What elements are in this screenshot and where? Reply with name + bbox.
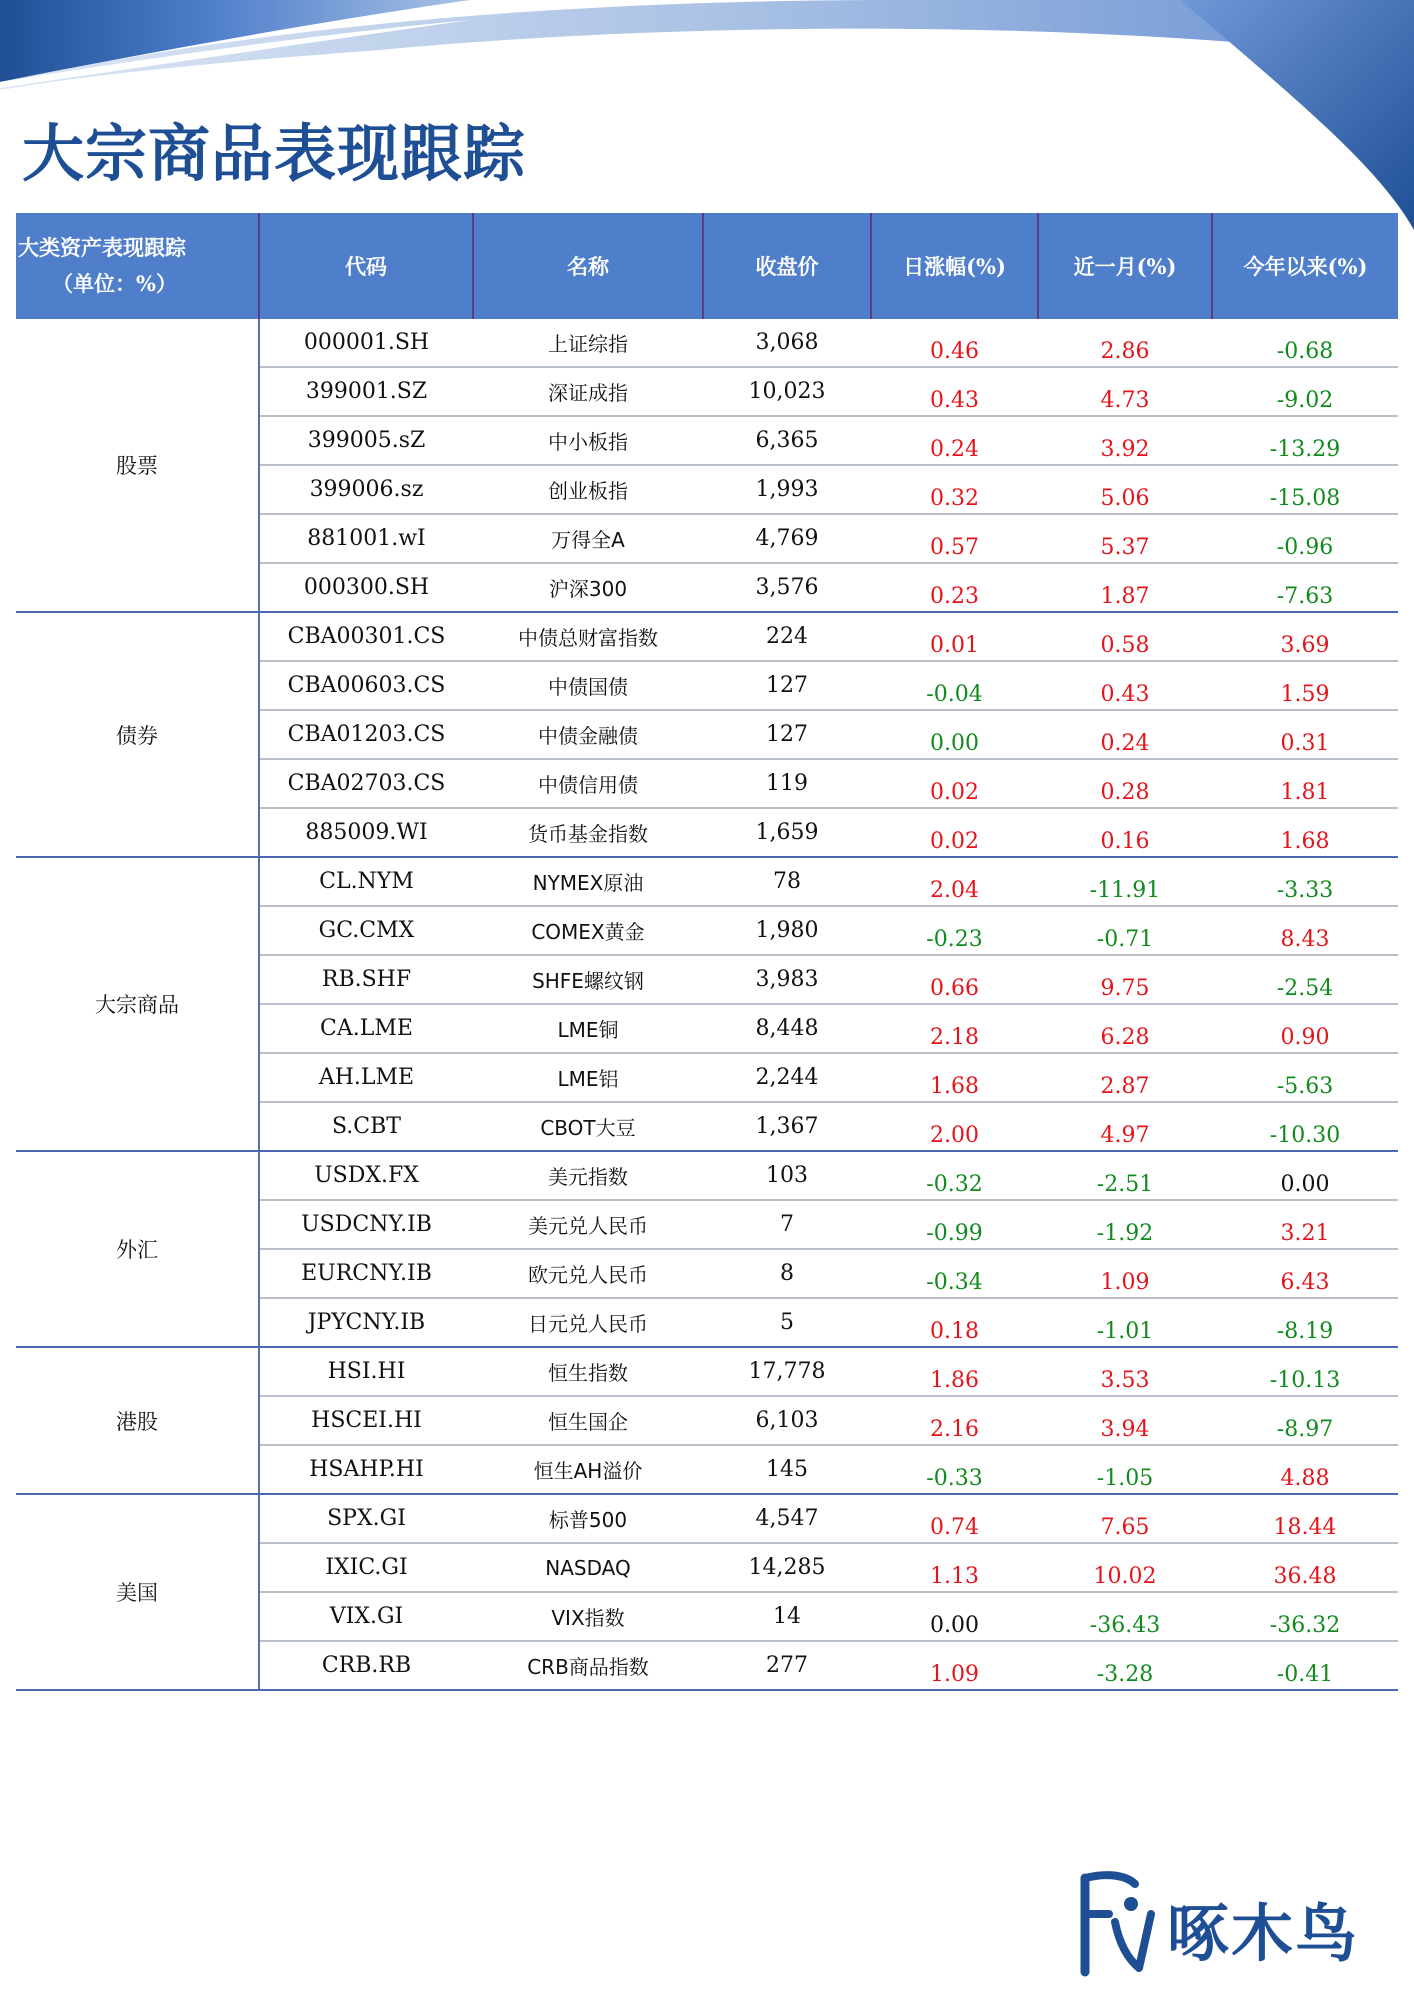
- close-cell: 6,365: [703, 416, 871, 465]
- header-name: 名称: [473, 213, 703, 319]
- name-cell: 恒生指数: [473, 1347, 703, 1396]
- ytd-change-value: -15.08: [1269, 486, 1341, 511]
- ytd-change-value: -10.30: [1269, 1123, 1341, 1148]
- ytd-change-value: 0.31: [1280, 731, 1330, 756]
- daily-change-value: -0.33: [926, 1466, 983, 1491]
- ytd-change-cell: [1212, 759, 1398, 808]
- close-cell: 127: [703, 710, 871, 759]
- month-change-cell: [1038, 906, 1212, 955]
- ytd-change-value: -3.33: [1276, 878, 1334, 903]
- ytd-change-value: -9.02: [1276, 388, 1334, 413]
- table-row: [16, 857, 1398, 906]
- close-cell: 78: [703, 857, 871, 906]
- ytd-change-value: 0.00: [1280, 1172, 1330, 1197]
- month-change-cell: [1038, 857, 1212, 906]
- category-cell: 外汇: [16, 1151, 259, 1347]
- daily-change-value: 0.66: [930, 976, 979, 1001]
- category-cell: 港股: [16, 1347, 259, 1494]
- month-change-cell: [1038, 1102, 1212, 1151]
- code-cell: USDCNY.IB: [259, 1200, 473, 1249]
- name-cell: 深证成指: [473, 367, 703, 416]
- code-cell: 000300.SH: [259, 563, 473, 612]
- daily-change-cell: [871, 1641, 1038, 1690]
- month-change-cell: [1038, 1298, 1212, 1347]
- close-cell: 6,103: [703, 1396, 871, 1445]
- name-cell: LME铝: [473, 1053, 703, 1102]
- daily-change-value: 2.00: [930, 1123, 979, 1148]
- page-title: 大宗商品表现跟踪: [22, 117, 527, 190]
- month-change-value: -11.91: [1089, 878, 1161, 903]
- ytd-change-cell: [1212, 857, 1398, 906]
- code-cell: 881001.wI: [259, 514, 473, 563]
- month-change-cell: [1038, 563, 1212, 612]
- code-cell: CBA00301.CS: [259, 612, 473, 661]
- daily-change-cell: [871, 1249, 1038, 1298]
- asset-performance-table-container: [16, 213, 1398, 1691]
- ytd-change-cell: [1212, 955, 1398, 1004]
- daily-change-cell: [871, 367, 1038, 416]
- close-cell: 224: [703, 612, 871, 661]
- table-body: [16, 319, 1398, 1690]
- month-change-value: -36.43: [1089, 1613, 1161, 1638]
- ytd-change-value: 18.44: [1273, 1515, 1337, 1540]
- code-cell: CBA00603.CS: [259, 661, 473, 710]
- daily-change-cell: [871, 465, 1038, 514]
- daily-change-value: -0.23: [926, 927, 983, 952]
- month-change-value: 0.28: [1100, 780, 1150, 805]
- daily-change-cell: [871, 1347, 1038, 1396]
- month-change-value: 9.75: [1100, 976, 1150, 1001]
- month-change-cell: [1038, 612, 1212, 661]
- daily-change-value: 0.00: [930, 731, 979, 756]
- month-change-value: 2.87: [1100, 1074, 1150, 1099]
- ytd-change-cell: [1212, 1200, 1398, 1249]
- daily-change-cell: [871, 1298, 1038, 1347]
- close-cell: 8: [703, 1249, 871, 1298]
- daily-change-value: 0.74: [930, 1515, 979, 1540]
- month-change-value: 4.97: [1100, 1123, 1150, 1148]
- ytd-change-cell: [1212, 416, 1398, 465]
- name-cell: 中债信用债: [473, 759, 703, 808]
- header-category-line2: （单位：%）: [52, 271, 177, 296]
- daily-change-value: 0.43: [930, 388, 979, 413]
- code-cell: CBA01203.CS: [259, 710, 473, 759]
- month-change-cell: [1038, 710, 1212, 759]
- ytd-change-cell: [1212, 1298, 1398, 1347]
- category-cell: 股票: [16, 319, 259, 612]
- name-cell: NASDAQ: [473, 1543, 703, 1592]
- category-cell: 债券: [16, 612, 259, 857]
- code-cell: GC.CMX: [259, 906, 473, 955]
- name-cell: 万得全A: [473, 514, 703, 563]
- name-cell: 货币基金指数: [473, 808, 703, 857]
- code-cell: IXIC.GI: [259, 1543, 473, 1592]
- daily-change-cell: [871, 1102, 1038, 1151]
- daily-change-value: -0.34: [926, 1270, 983, 1295]
- code-cell: CRB.RB: [259, 1641, 473, 1690]
- month-change-cell: [1038, 1347, 1212, 1396]
- daily-change-cell: [871, 759, 1038, 808]
- ytd-change-cell: [1212, 465, 1398, 514]
- month-change-cell: [1038, 319, 1212, 367]
- category-cell: 大宗商品: [16, 857, 259, 1151]
- table-header-row: [16, 213, 1398, 319]
- ytd-change-cell: [1212, 906, 1398, 955]
- ytd-change-cell: [1212, 1445, 1398, 1494]
- close-cell: 3,576: [703, 563, 871, 612]
- daily-change-cell: [871, 1445, 1038, 1494]
- name-cell: COMEX黄金: [473, 906, 703, 955]
- name-cell: 标普500: [473, 1494, 703, 1543]
- daily-change-value: 0.18: [930, 1319, 979, 1344]
- code-cell: USDX.FX: [259, 1151, 473, 1200]
- month-change-cell: [1038, 1494, 1212, 1543]
- daily-change-value: 0.32: [930, 486, 979, 511]
- month-change-value: 7.65: [1100, 1515, 1150, 1540]
- close-cell: 8,448: [703, 1004, 871, 1053]
- code-cell: 399005.sZ: [259, 416, 473, 465]
- month-change-cell: [1038, 465, 1212, 514]
- ytd-change-cell: [1212, 319, 1398, 367]
- month-change-value: -2.51: [1096, 1172, 1154, 1197]
- month-change-value: 3.92: [1100, 437, 1150, 462]
- ytd-change-value: -0.68: [1276, 339, 1334, 364]
- code-cell: HSI.HI: [259, 1347, 473, 1396]
- close-cell: 7: [703, 1200, 871, 1249]
- name-cell: 中债总财富指数: [473, 612, 703, 661]
- ytd-change-cell: [1212, 514, 1398, 563]
- month-change-value: -0.71: [1096, 927, 1154, 952]
- daily-change-value: -0.99: [926, 1221, 983, 1246]
- ytd-change-value: -0.96: [1276, 535, 1334, 560]
- month-change-value: -1.01: [1096, 1319, 1154, 1344]
- header-category-line1: 大类资产表现跟踪: [18, 235, 186, 260]
- close-cell: 127: [703, 661, 871, 710]
- ytd-change-cell: [1212, 1249, 1398, 1298]
- daily-change-cell: [871, 319, 1038, 367]
- ytd-change-cell: [1212, 710, 1398, 759]
- month-change-value: 0.24: [1100, 731, 1150, 756]
- daily-change-cell: [871, 1053, 1038, 1102]
- header-code: 代码: [259, 213, 473, 319]
- close-cell: 119: [703, 759, 871, 808]
- code-cell: S.CBT: [259, 1102, 473, 1151]
- ytd-change-value: 1.68: [1280, 829, 1330, 854]
- name-cell: CBOT大豆: [473, 1102, 703, 1151]
- ytd-change-cell: [1212, 1543, 1398, 1592]
- name-cell: 日元兑人民币: [473, 1298, 703, 1347]
- month-change-cell: [1038, 808, 1212, 857]
- daily-change-cell: [871, 808, 1038, 857]
- daily-change-value: 1.68: [930, 1074, 979, 1099]
- ytd-change-value: -10.13: [1269, 1368, 1341, 1393]
- month-change-value: 1.87: [1100, 584, 1150, 609]
- daily-change-cell: [871, 1004, 1038, 1053]
- code-cell: CBA02703.CS: [259, 759, 473, 808]
- category-cell: 美国: [16, 1494, 259, 1690]
- ytd-change-value: -8.19: [1276, 1319, 1334, 1344]
- daily-change-value: 2.18: [930, 1025, 979, 1050]
- month-change-cell: [1038, 1396, 1212, 1445]
- daily-change-value: -0.32: [926, 1172, 983, 1197]
- close-cell: 1,993: [703, 465, 871, 514]
- month-change-value: 0.16: [1100, 829, 1150, 854]
- ytd-change-cell: [1212, 612, 1398, 661]
- ytd-change-cell: [1212, 661, 1398, 710]
- name-cell: 中债国债: [473, 661, 703, 710]
- code-cell: CL.NYM: [259, 857, 473, 906]
- daily-change-cell: [871, 1200, 1038, 1249]
- month-change-cell: [1038, 514, 1212, 563]
- daily-change-cell: [871, 1543, 1038, 1592]
- ytd-change-cell: [1212, 1102, 1398, 1151]
- month-change-value: -3.28: [1096, 1662, 1154, 1687]
- header-daily: 日涨幅(%): [871, 213, 1038, 319]
- month-change-value: 0.43: [1100, 682, 1150, 707]
- daily-change-value: 0.24: [930, 437, 979, 462]
- close-cell: 5: [703, 1298, 871, 1347]
- month-change-value: 5.06: [1100, 486, 1150, 511]
- ytd-change-cell: [1212, 1004, 1398, 1053]
- month-change-value: 4.73: [1100, 388, 1150, 413]
- woodpecker-logo-icon: [1075, 1870, 1165, 1980]
- daily-change-cell: [871, 1151, 1038, 1200]
- close-cell: 4,769: [703, 514, 871, 563]
- asset-performance-table: [16, 213, 1398, 1691]
- month-change-cell: [1038, 1543, 1212, 1592]
- ytd-change-value: 4.88: [1280, 1466, 1330, 1491]
- month-change-value: 1.09: [1100, 1270, 1150, 1295]
- name-cell: 上证综指: [473, 319, 703, 367]
- daily-change-cell: [871, 1396, 1038, 1445]
- month-change-cell: [1038, 1641, 1212, 1690]
- ytd-change-cell: [1212, 563, 1398, 612]
- name-cell: 美元指数: [473, 1151, 703, 1200]
- ytd-change-value: -8.97: [1276, 1417, 1334, 1442]
- daily-change-value: 0.01: [930, 633, 979, 658]
- month-change-cell: [1038, 759, 1212, 808]
- name-cell: 创业板指: [473, 465, 703, 514]
- code-cell: RB.SHF: [259, 955, 473, 1004]
- code-cell: AH.LME: [259, 1053, 473, 1102]
- ytd-change-cell: [1212, 1396, 1398, 1445]
- close-cell: 277: [703, 1641, 871, 1690]
- table-row: [16, 1347, 1398, 1396]
- month-change-cell: [1038, 416, 1212, 465]
- month-change-cell: [1038, 1053, 1212, 1102]
- daily-change-cell: [871, 514, 1038, 563]
- ytd-change-cell: [1212, 808, 1398, 857]
- table-row: [16, 612, 1398, 661]
- daily-change-cell: [871, 857, 1038, 906]
- daily-change-cell: [871, 563, 1038, 612]
- ytd-change-value: 1.59: [1280, 682, 1330, 707]
- header-month: 近一月(%): [1038, 213, 1212, 319]
- close-cell: 3,068: [703, 319, 871, 367]
- ytd-change-cell: [1212, 1151, 1398, 1200]
- daily-change-value: 1.09: [930, 1662, 979, 1687]
- ytd-change-value: -13.29: [1269, 437, 1341, 462]
- ytd-change-value: -0.41: [1276, 1662, 1334, 1687]
- daily-change-cell: [871, 661, 1038, 710]
- close-cell: 1,367: [703, 1102, 871, 1151]
- ytd-change-value: -5.63: [1276, 1074, 1334, 1099]
- name-cell: 欧元兑人民币: [473, 1249, 703, 1298]
- daily-change-cell: [871, 1494, 1038, 1543]
- month-change-value: 5.37: [1100, 535, 1150, 560]
- code-cell: EURCNY.IB: [259, 1249, 473, 1298]
- ytd-change-value: 36.48: [1273, 1564, 1337, 1589]
- daily-change-value: 2.04: [930, 878, 979, 903]
- month-change-cell: [1038, 367, 1212, 416]
- ytd-change-value: -2.54: [1276, 976, 1334, 1001]
- month-change-cell: [1038, 955, 1212, 1004]
- ytd-change-value: 1.81: [1280, 780, 1330, 805]
- header-close: 收盘价: [703, 213, 871, 319]
- code-cell: 399006.sz: [259, 465, 473, 514]
- name-cell: 中债金融债: [473, 710, 703, 759]
- ytd-change-cell: [1212, 1347, 1398, 1396]
- ytd-change-cell: [1212, 1641, 1398, 1690]
- brand-logo: [1075, 1870, 1375, 1980]
- month-change-cell: [1038, 1151, 1212, 1200]
- month-change-value: -1.05: [1096, 1466, 1154, 1491]
- month-change-cell: [1038, 1592, 1212, 1641]
- month-change-cell: [1038, 1004, 1212, 1053]
- close-cell: 14,285: [703, 1543, 871, 1592]
- table-row: [16, 1151, 1398, 1200]
- month-change-cell: [1038, 1200, 1212, 1249]
- close-cell: 2,244: [703, 1053, 871, 1102]
- code-cell: JPYCNY.IB: [259, 1298, 473, 1347]
- ytd-change-value: -7.63: [1276, 584, 1334, 609]
- ytd-change-value: 3.21: [1280, 1221, 1330, 1246]
- close-cell: 3,983: [703, 955, 871, 1004]
- close-cell: 4,547: [703, 1494, 871, 1543]
- code-cell: CA.LME: [259, 1004, 473, 1053]
- close-cell: 1,980: [703, 906, 871, 955]
- table-row: [16, 1494, 1398, 1543]
- name-cell: 恒生国企: [473, 1396, 703, 1445]
- daily-change-cell: [871, 612, 1038, 661]
- ytd-change-value: 6.43: [1280, 1270, 1330, 1295]
- header-category: [16, 213, 259, 319]
- daily-change-value: 1.86: [930, 1368, 979, 1393]
- ytd-change-cell: [1212, 1053, 1398, 1102]
- name-cell: LME铜: [473, 1004, 703, 1053]
- close-cell: 145: [703, 1445, 871, 1494]
- daily-change-value: 0.00: [930, 1613, 979, 1638]
- ytd-change-value: 0.90: [1280, 1025, 1330, 1050]
- daily-change-cell: [871, 1592, 1038, 1641]
- name-cell: 中小板指: [473, 416, 703, 465]
- ytd-change-cell: [1212, 1592, 1398, 1641]
- close-cell: 10,023: [703, 367, 871, 416]
- daily-change-value: 0.02: [930, 829, 979, 854]
- daily-change-value: -0.04: [926, 682, 983, 707]
- ytd-change-value: -36.32: [1269, 1613, 1341, 1638]
- month-change-value: 6.28: [1100, 1025, 1150, 1050]
- month-change-value: 2.86: [1100, 339, 1150, 364]
- name-cell: 恒生AH溢价: [473, 1445, 703, 1494]
- daily-change-value: 0.46: [930, 339, 979, 364]
- name-cell: 美元兑人民币: [473, 1200, 703, 1249]
- month-change-cell: [1038, 1249, 1212, 1298]
- daily-change-value: 0.23: [930, 584, 979, 609]
- close-cell: 103: [703, 1151, 871, 1200]
- name-cell: NYMEX原油: [473, 857, 703, 906]
- daily-change-value: 0.02: [930, 780, 979, 805]
- code-cell: HSAHP.HI: [259, 1445, 473, 1494]
- month-change-cell: [1038, 1445, 1212, 1494]
- code-cell: 399001.SZ: [259, 367, 473, 416]
- ytd-change-cell: [1212, 1494, 1398, 1543]
- month-change-value: 0.58: [1100, 633, 1150, 658]
- month-change-value: 3.94: [1100, 1417, 1150, 1442]
- month-change-value: -1.92: [1096, 1221, 1154, 1246]
- daily-change-value: 2.16: [930, 1417, 979, 1442]
- daily-change-cell: [871, 955, 1038, 1004]
- ytd-change-value: 8.43: [1280, 927, 1330, 952]
- daily-change-cell: [871, 416, 1038, 465]
- name-cell: CRB商品指数: [473, 1641, 703, 1690]
- code-cell: 885009.WI: [259, 808, 473, 857]
- name-cell: SHFE螺纹钢: [473, 955, 703, 1004]
- month-change-value: 3.53: [1100, 1368, 1150, 1393]
- month-change-cell: [1038, 661, 1212, 710]
- daily-change-value: 1.13: [930, 1564, 979, 1589]
- month-change-value: 10.02: [1093, 1564, 1157, 1589]
- close-cell: 14: [703, 1592, 871, 1641]
- daily-change-value: 0.57: [930, 535, 979, 560]
- daily-change-cell: [871, 710, 1038, 759]
- close-cell: 17,778: [703, 1347, 871, 1396]
- code-cell: SPX.GI: [259, 1494, 473, 1543]
- ytd-change-value: 3.69: [1280, 633, 1330, 658]
- logo-text: 啄木鸟: [1167, 1897, 1360, 1970]
- daily-change-cell: [871, 906, 1038, 955]
- header-ytd: 今年以来(%): [1212, 213, 1398, 319]
- close-cell: 1,659: [703, 808, 871, 857]
- code-cell: HSCEI.HI: [259, 1396, 473, 1445]
- code-cell: 000001.SH: [259, 319, 473, 367]
- name-cell: 沪深300: [473, 563, 703, 612]
- ytd-change-cell: [1212, 367, 1398, 416]
- table-row: [16, 319, 1398, 367]
- name-cell: VIX指数: [473, 1592, 703, 1641]
- code-cell: VIX.GI: [259, 1592, 473, 1641]
